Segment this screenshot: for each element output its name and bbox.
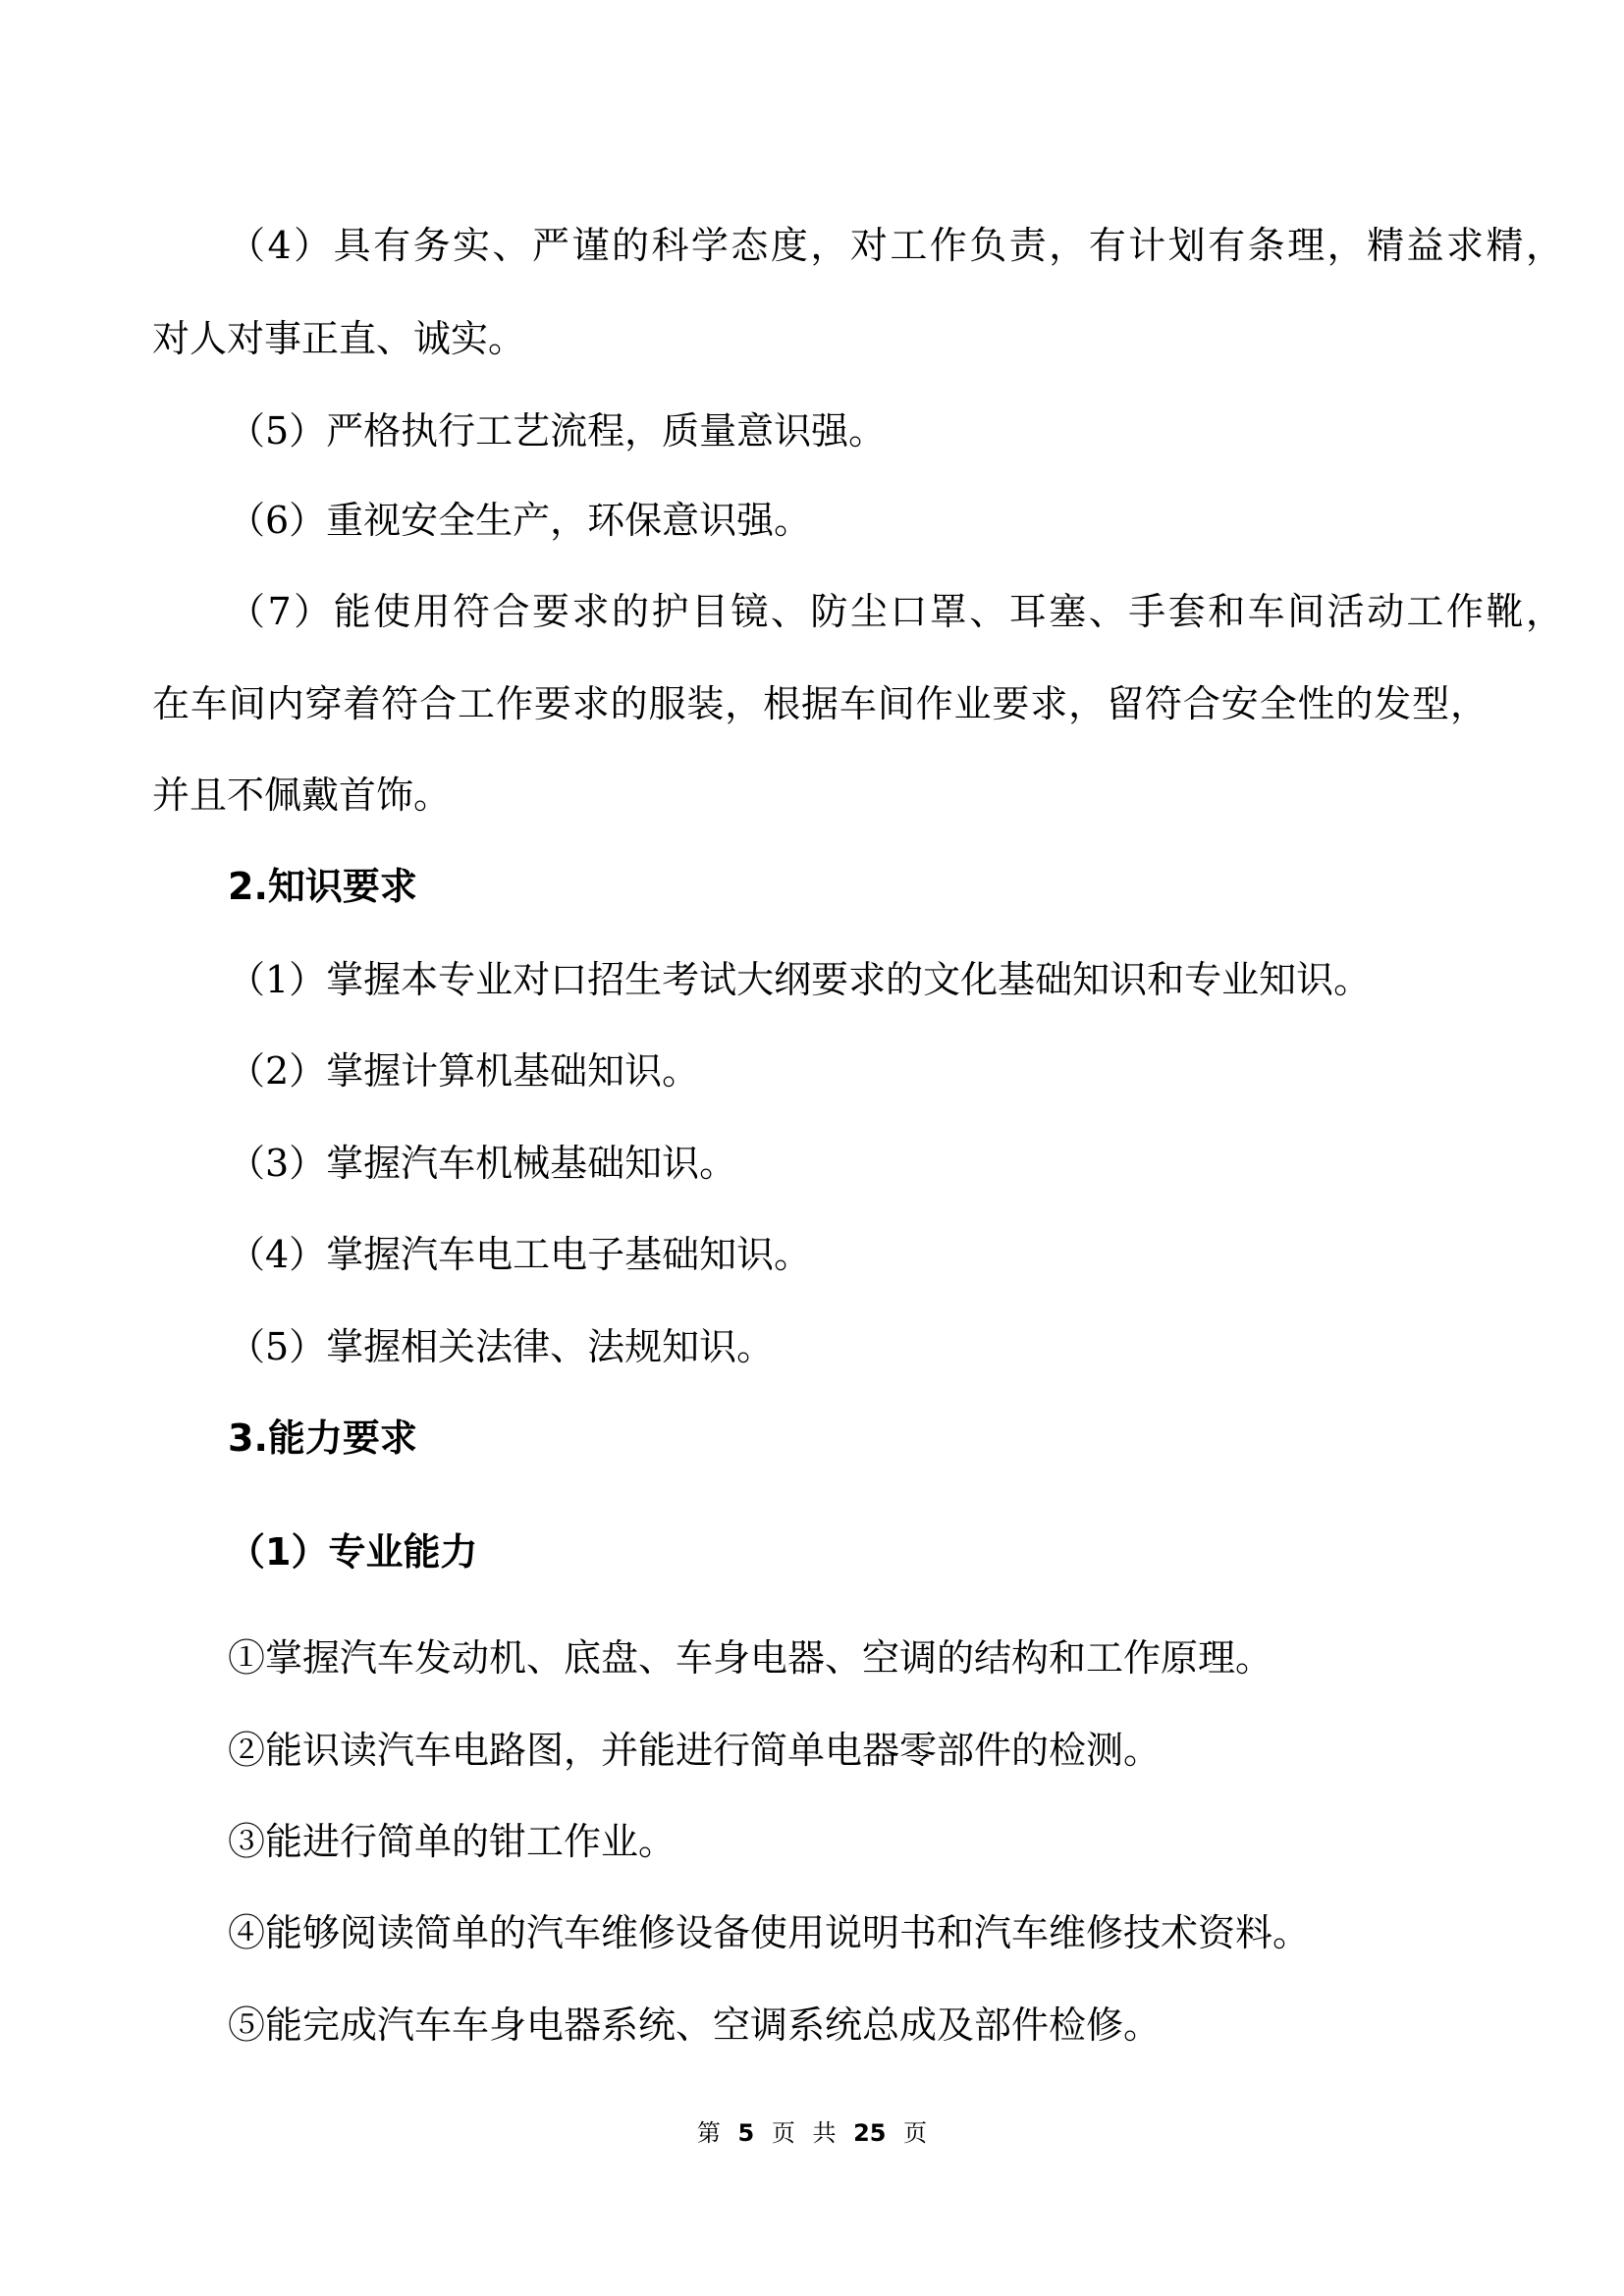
footer-total-pages: 25	[853, 2119, 887, 2147]
list-item-knowledge-5: （5）掌握相关法律、法规知识。	[228, 1325, 775, 1368]
footer-total-word: 共	[812, 2119, 837, 2147]
footer-suffix: 页	[903, 2119, 928, 2147]
paragraph-literacy-4-line1: （4）具有务实、严谨的科学态度，对工作负责，有计划有条理，精益求精，	[228, 224, 1563, 267]
paragraph-literacy-5: （5）严格执行工艺流程，质量意识强。	[228, 409, 887, 453]
paragraph-literacy-7-line3: 并且不佩戴首饰。	[152, 774, 452, 817]
list-item-ability-2: ②能识读汽车电路图，并能进行简单电器零部件的检测。	[228, 1729, 1162, 1772]
subsection-heading-professional: （1）专业能力	[228, 1530, 478, 1574]
list-item-knowledge-4: （4）掌握汽车电工电子基础知识。	[228, 1233, 812, 1276]
paragraph-literacy-7-line1: （7）能使用符合要求的护目镜、防尘口罩、耳塞、手套和车间活动工作靴，	[228, 590, 1563, 633]
paragraph-literacy-4-line2: 对人对事正直、诚实。	[152, 317, 526, 360]
paragraph-literacy-6: （6）重视安全生产，环保意识强。	[228, 499, 812, 542]
paragraph-literacy-7-line2: 在车间内穿着符合工作要求的服装，根据车间作业要求，留符合安全性的发型，	[152, 682, 1488, 725]
footer-page-number: 5	[737, 2119, 755, 2147]
list-item-ability-1: ①掌握汽车发动机、底盘、车身电器、空调的结构和工作原理。	[228, 1636, 1273, 1680]
list-item-ability-4: ④能够阅读简单的汽车维修设备使用说明书和汽车维修技术资料。	[228, 1911, 1311, 1954]
list-item-knowledge-1: （1）掌握本专业对口招生考试大纲要求的文化基础知识和专业知识。	[228, 958, 1372, 1001]
list-item-knowledge-3: （3）掌握汽车机械基础知识。	[228, 1142, 737, 1185]
footer-page-word: 页	[771, 2119, 795, 2147]
list-item-ability-3: ③能进行简单的钳工作业。	[228, 1820, 677, 1863]
section-heading-ability: 3.能力要求	[228, 1416, 417, 1460]
footer-prefix: 第	[696, 2119, 721, 2147]
page-footer	[0, 2118, 1624, 2148]
list-item-knowledge-2: （2）掌握计算机基础知识。	[228, 1049, 700, 1093]
list-item-ability-5: ⑤能完成汽车车身电器系统、空调系统总成及部件检修。	[228, 2003, 1162, 2047]
section-heading-knowledge: 2.知识要求	[228, 865, 417, 908]
